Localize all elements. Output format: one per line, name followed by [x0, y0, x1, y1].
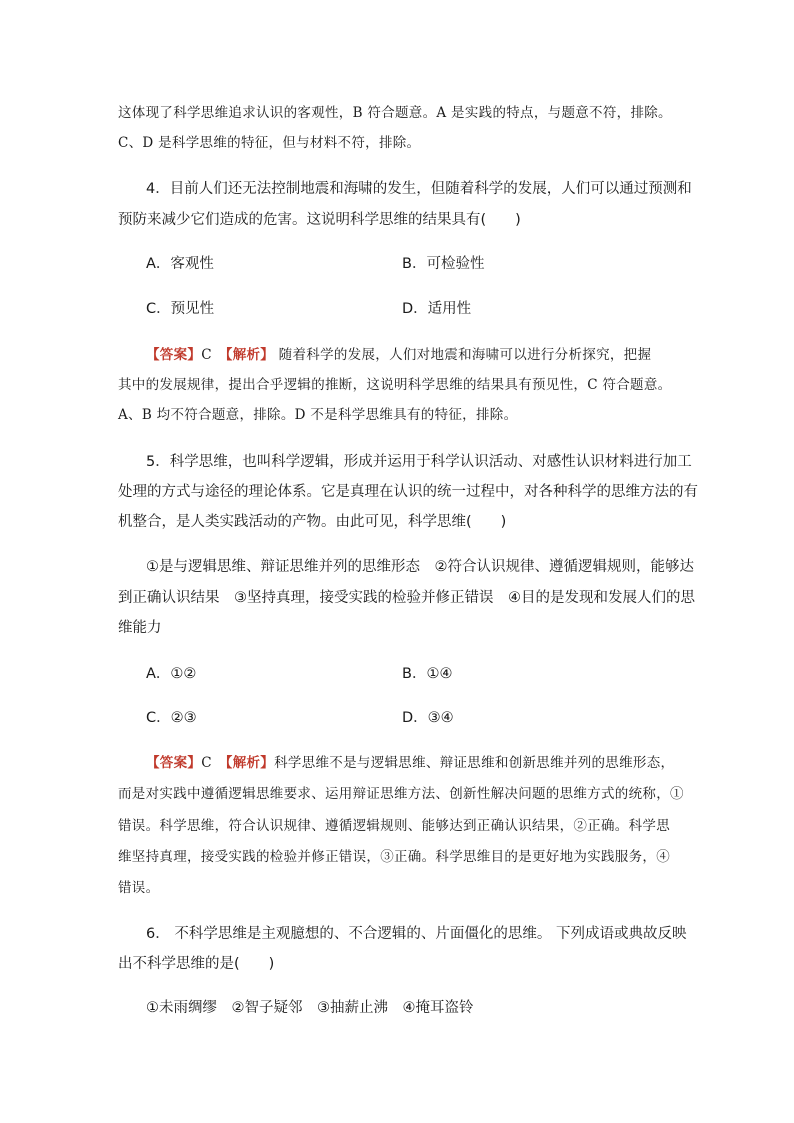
answer-tag: 【答案】	[146, 347, 202, 363]
explanation-text: 科学思维不是与逻辑思维、辩证思维和创新思维并列的思维形态，	[274, 755, 675, 771]
q4-option-d: D．适用性	[402, 301, 472, 317]
explanation-text: 随着科学的发展，人们对地震和海啸可以进行分析探究，把握	[274, 347, 652, 363]
q4-explanation-line-2: 其中的发展规律，提出合乎逻辑的推断，这说明科学思维的结果具有预见性，C 符合题意。	[118, 377, 672, 393]
q5-statements-line-1: ①是与逻辑思维、辩证思维并列的思维形态 ②符合认识规律、遵循逻辑规则，能够达	[146, 559, 694, 575]
q4-stem-line-2: 预防来减少它们造成的危害。这说明科学思维的结果具有( )	[118, 212, 521, 228]
q5-stem-line-3: 机整合，是人类实践活动的产物。由此可见，科学思维( )	[118, 514, 507, 530]
q5-explanation-line-2: 而是对实践中遵循逻辑思维要求、运用辩证思维方法、创新性解决问题的思维方式的统称，①	[118, 786, 684, 802]
q5-answer-line	[146, 751, 716, 775]
q5-explanation-line-4: 维坚持真理，接受实践的检验并修正错误，③正确。科学思维目的是更好地为实践服务，④	[118, 849, 670, 865]
carryover-line-1: 这体现了科学思维追求认识的客观性，B 符合题意。A 是实践的特点，与题意不符，排除。	[118, 105, 672, 121]
q5-statements-line-2: 到正确认识结果 ③坚持真理，接受实践的检验并修正错误 ④目的是发现和发展人们的思	[118, 590, 695, 606]
q5-option-c: C．②③	[146, 710, 197, 726]
q6-stem-line-2: 出不科学思维的是( )	[118, 956, 275, 972]
q4-stem-line-1: 4．目前人们还无法控制地震和海啸的发生，但随着科学的发展，人们可以通过预测和	[146, 181, 692, 197]
q5-explanation-line-3: 错误。科学思维，符合认识规律、遵循逻辑规则、能够达到正确认识结果，②正确。科学思	[118, 818, 670, 834]
q4-option-c: C．预见性	[146, 301, 215, 317]
explanation-tag: 【解析】	[225, 347, 275, 363]
q5-option-b: B．①④	[402, 666, 453, 682]
q5-stem-line-1: 5．科学思维，也叫科学逻辑，形成并运用于科学认识活动、对感性认识材料进行加工	[146, 454, 692, 470]
q4-option-b: B．可检验性	[402, 256, 485, 272]
explanation-tag: 【解析】	[225, 755, 275, 771]
q4-answer-line	[146, 343, 716, 367]
q6-statements: ①未雨绸缪 ②智子疑邻 ③抽薪止沸 ④掩耳盗铃	[146, 1000, 474, 1016]
q4-option-a: A．客观性	[146, 256, 214, 272]
q5-explanation-line-5: 错误。	[118, 880, 160, 896]
q5-option-a: A．①②	[146, 666, 197, 682]
answer-value: C	[201, 755, 226, 771]
answer-tag: 【答案】	[146, 755, 202, 771]
q4-explanation-line-3: A、B 均不符合题意，排除。D 不是科学思维具有的特征，排除。	[118, 407, 518, 423]
q5-statements-line-3: 维能力	[118, 620, 162, 636]
q5-option-d: D．③④	[402, 710, 454, 726]
q6-stem-line-1: 6． 不科学思维是主观臆想的、不合逻辑的、片面僵化的思维。 下列成语或典故反映	[146, 926, 687, 942]
carryover-line-2: C、D 是科学思维的特征，但与材料不符，排除。	[118, 135, 421, 151]
answer-value: C	[201, 347, 226, 363]
q5-stem-line-2: 处理的方式与途径的理论体系。它是真理在认识的统一过程中，对各种科学的思维方法的有	[118, 484, 698, 500]
